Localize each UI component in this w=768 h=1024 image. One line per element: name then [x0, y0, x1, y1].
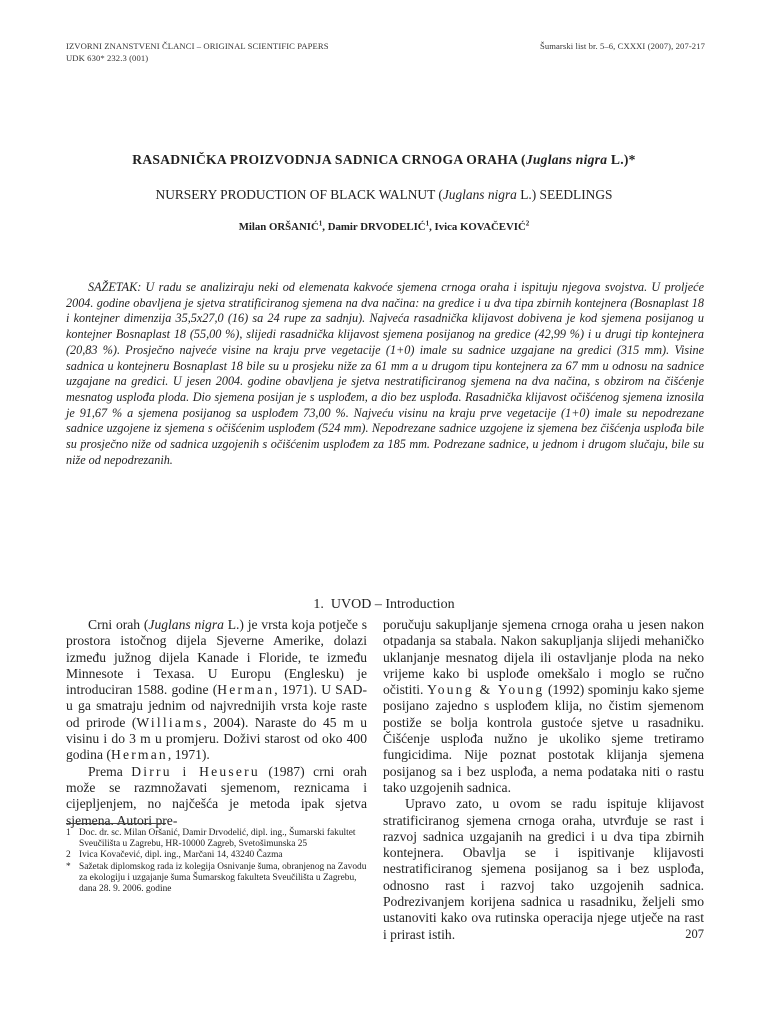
footnote [66, 828, 370, 850]
latin-name: Juglans nigra [148, 617, 224, 632]
page-number: 207 [685, 927, 704, 941]
author-affiliation-mark: 2 [525, 219, 530, 227]
subtitle-tail: L.) SEEDLINGS [516, 187, 613, 202]
title-latin-name: Juglans nigra [525, 152, 608, 167]
title-tail: L.)* [607, 152, 636, 167]
right-column [383, 617, 704, 943]
footnote-text: Sažetak diplomskog rada iz kolegija Osnivanje šuma, obranjenog na Zavodu za ekologiju i uzgajanje šuma Šumarskog fakulteta Sveučilišta u Zagrebu, dana 28. 9. 2006. godine [79, 861, 367, 895]
citation-author: Dirru i Heuseru [131, 763, 260, 779]
author-surname: KOVAČEVIĆ [460, 220, 526, 233]
title-main: RASADNIČKA PROIZVODNJA SADNICA CRNOGA ORAHA ( [132, 152, 526, 167]
citation-author: Williams [136, 714, 204, 730]
footnote-mark: 1 [66, 828, 71, 838]
paragraph: Upravo zato, u ovom se radu ispituje klijavost stratificiranog sjemena crnoga oraha, utvrđuje se rast i razvoj sadnica uzgajanih na gredici i u dva tipa zbirnih kontejnera. Obavlja se i ispitivanje klijavosti nestratificiranog sjemena posijanog sa i bez usplođa, odnosno rast i razvoj tako uzgojenih sadnica. Podrezivanjem korijena sadnica u rasadniku, željeli smo ustanoviti kako ova rutinska operacija njege utječe na rast i prirast istih. [383, 796, 704, 942]
footnote-rule [66, 823, 166, 824]
paper-subtitle [0, 187, 768, 203]
text-run: L.) je vrsta koja potječe s prostora istočnog dijela Sjeverne Amerike, dolazi između južnog dijela Kanade i Floride, te između Minnesote i Texasa. U Europu (Englesku) je introduciran 1588. godine ( [66, 617, 367, 698]
udk-code: UDK 630* 232.3 (001) [66, 53, 149, 63]
footnote-text: Ivica Kovačević, dipl. ing., Marčani 14, 43240 Čazma [79, 850, 283, 861]
section-title: UVOD – Introduction [330, 597, 455, 612]
running-header-left [66, 40, 329, 64]
subtitle-main: NURSERY PRODUCTION OF BLACK WALNUT ( [155, 187, 443, 202]
text-run: , 1971). [167, 747, 210, 763]
author-separator: , [322, 220, 328, 233]
abstract: SAŽETAK: U radu se analiziraju neki od elemenata kakvoće sjemena crnoga oraha i ispituju njegova svojstva. U proljeće 2004. godine obavljena je sjetva stratificiranog sjemena na dva načina: na gredice i u dva tipa zbirnih kontejnera (Bosnaplast 18 i kontejner dimenzija 35,5x27,0 (16) sa 24 rupe za sadnju). Najveća rasadnička klijavost dobivena je kod sjemena posijanog u kontejner Bosnaplast 18 (55,00 %), slijedi rasadnička klijavost sjemena posijanog na gredice (42,99 %) i u drugi tip kontejnera (20,83 %). Prosječno najveće visine na kraju prve vegetacije (1+0) imale su sadnice uzgajane na gredici (315 mm). Visine sadnica u kontejneru Bosnaplast 18 bile su u prosjeku niže za 61 mm a u drugom tipu kontejnera za 67 mm u odnosu na sadnice uzgajane na gredici. U jesen 2004. godine obavljena je sjetva nestratificiranog sjemena na dva načina, s obzirom na čišćenje mesnatog usplođa ploda. Dio sjemena posijan je s usplođem, a dio bez usplođa. Rasadnička klijavost očišćenog sjemena iznosila je 91,67 % a sjemena posijanog sa usplođem 73,00 %. Najveću visinu na kraju prve vegetacije (1+0) imale su nepodrezane sadnice uzgojene iz sjemena s očišćenim usplođem (524 mm). Nepodrezane sadnice uzgojene iz sjemena bez čišćenja usplođa bile su prosječno niže od sadnica uzgojenih s očišćenim usplođem za 185 mm. Podrezane sadnice, u jednom i drugom slučaju, bile su niže od nepodrezanih. [66, 280, 704, 467]
author-list [0, 219, 768, 233]
footnotes [66, 828, 370, 895]
footnote [66, 850, 370, 861]
footnote [66, 862, 370, 896]
text-run: (1992) spominju kako sjeme posijano zajedno s usplođem klija, no čistim sjemenom postiže se bolja kontrola gustoće sjetve u rasadniku. Čišćenje usplođa nužno je ukoliko sjeme tretiramo fungicidima. Nije poznat postotak klijanja sjemena posijanog sa i bez usplođa, a nema podataka niti o rastu tako uzgojenih sadnica. [383, 682, 704, 795]
author [239, 221, 328, 233]
left-column [66, 617, 367, 829]
paper-title [0, 152, 768, 168]
section-number: 1. [313, 597, 324, 612]
citation-author: Young & Young [427, 682, 545, 698]
text-run: Prema [88, 763, 132, 779]
footnote-mark: 2 [66, 850, 71, 861]
author-given-name: Milan [238, 220, 269, 233]
text-run: , 2004). Naraste do 45 m u visinu i do 3 m u promjeru. Doživi starost od oko 400 godina ( [66, 714, 367, 763]
author-surname: DRVODELIĆ [360, 220, 426, 233]
subtitle-latin-name: Juglans nigra [442, 187, 517, 202]
text-run: poručuju sakupljanje sjemena crnoga oraha u jesen nakon otpadanja sa stabala. Nakon sakupljanja slijedi mehaničko uklanjanje mesnatog dijela ili ostavljanje ploda na neko vrijeme kako bi usplođe omekšalo i moglo se ručno očistiti. [383, 617, 704, 698]
author-separator: , [429, 220, 435, 233]
text-run: (1987) crni orah može se razmnožavati sjemenom, reznicama i cijepljenjem, no najčešća je metoda ipak sjetva sjemena. Autori pre- [66, 763, 367, 828]
paragraph [66, 764, 367, 829]
paragraph [66, 617, 367, 764]
footnote-mark: * [66, 861, 71, 872]
author-affiliation-mark: 1 [425, 219, 430, 227]
paragraph [383, 617, 704, 796]
author [435, 221, 530, 233]
footnote-text: Doc. dr. sc. Milan Oršanić, Damir Drvodelić, dipl. ing., Šumarski fakultet Sveučilišta u Zagrebu, HR-10000 Zagreb, Svetošimunska 25 [79, 828, 356, 850]
text-run: , 1971). U SAD-u ga smatraju jednim od najvrednijih vrsta koje raste od prirode ( [66, 682, 367, 730]
section-heading [0, 597, 768, 613]
citation-author: Herman [217, 682, 275, 698]
journal-citation: Šumarski list br. 5–6, CXXXI (2007), 207-217 [539, 41, 705, 51]
author [328, 221, 435, 233]
author-affiliation-mark: 1 [318, 219, 323, 227]
text-run: Crni orah ( [88, 617, 149, 632]
author-given-name: Damir [327, 220, 361, 233]
author-surname: ORŠANIĆ [268, 220, 319, 233]
citation-author: Herman [110, 747, 168, 763]
author-given-name: Ivica [434, 220, 460, 233]
article-category: IZVORNI ZNANSTVENI ČLANCI – ORIGINAL SCIENTIFIC PAPERS [66, 41, 329, 51]
